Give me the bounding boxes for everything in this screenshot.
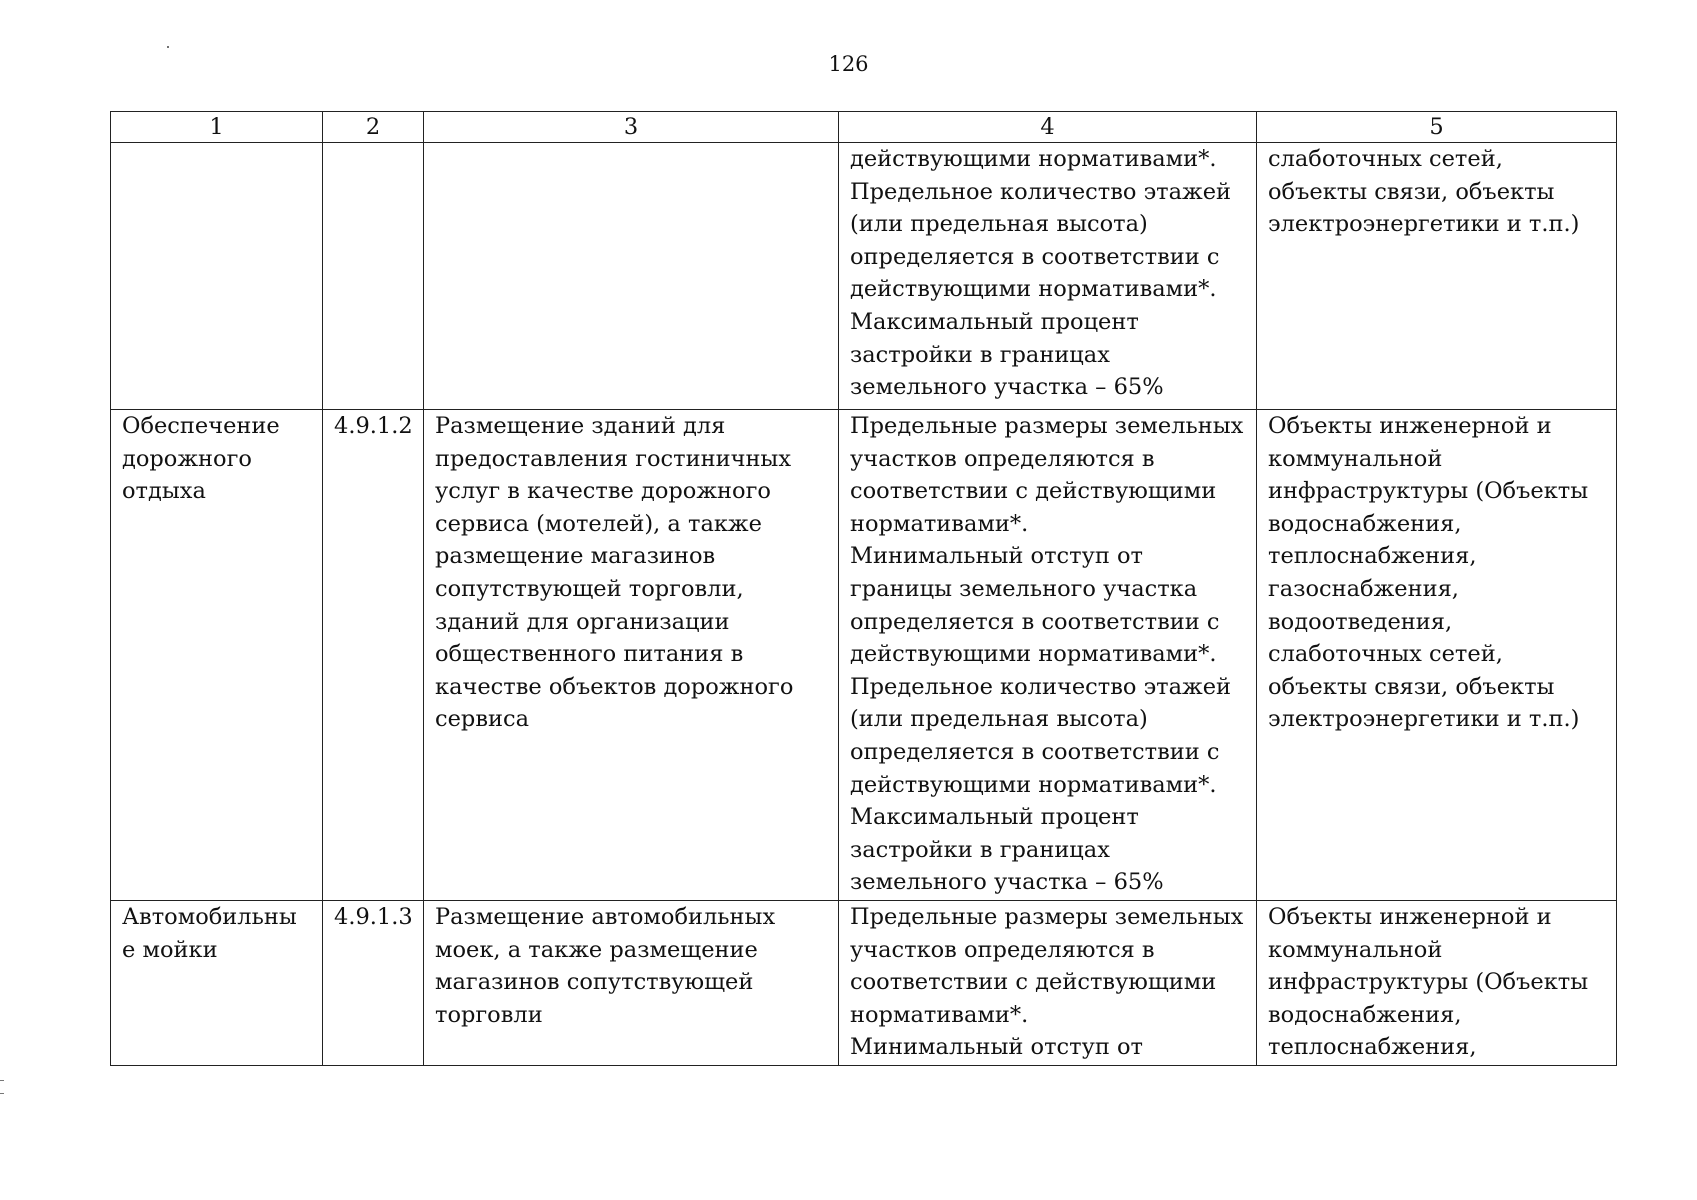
permitted-objects-text: Объекты инженерной и коммунальной инфраструктуры (Объекты водоснабжения, теплоснабжения, (1268, 904, 1589, 1061)
column-header-1: 1 (111, 112, 323, 143)
table-row (111, 410, 1617, 901)
permitted-objects-text: слаботочных сетей, объекты связи, объекты электроэнергетики и т.п.) (1268, 146, 1580, 238)
use-code-text: 4.9.1.2 (334, 413, 413, 439)
cell-use-name (111, 143, 323, 410)
use-name-text: Обеспечение дорожного отдыха (122, 413, 280, 505)
cell-use-description (424, 901, 839, 1066)
cell-use-name (111, 901, 323, 1066)
cell-use-description (424, 410, 839, 901)
table-row (111, 901, 1617, 1066)
cell-permitted-objects (1257, 901, 1617, 1066)
scan-speck (167, 46, 169, 48)
parameters-text: Предельные размеры земельных участков определяются в соответствии с действующими нормативами*. Минимальный отступ от (850, 904, 1244, 1061)
column-header-2: 2 (323, 112, 424, 143)
column-header-4: 4 (839, 112, 1257, 143)
cell-parameters (839, 410, 1257, 901)
permitted-objects-text: Объекты инженерной и коммунальной инфраструктуры (Объекты водоснабжения, теплоснабжения, газоснабжения, водоотведения, слаботочных сетей, объекты связи, объекты электроэнергетики и т.п.) (1268, 413, 1589, 733)
cell-use-description (424, 143, 839, 410)
use-description-text: Размещение зданий для предоставления гостиничных услуг в качестве дорожного сервиса (мотелей), а также размещение магазинов сопутствующей торговли, зданий для организации общественного питания в качестве объектов дорожного сервиса (435, 413, 794, 733)
cell-use-code (323, 143, 424, 410)
page-number: 126 (828, 52, 869, 76)
use-code-text: 4.9.1.3 (334, 904, 413, 930)
use-description-text: Размещение автомобильных моек, а также размещение магазинов сопутствующей торговли (435, 904, 776, 1028)
cell-use-code (323, 410, 424, 901)
scan-edge-mark (0, 1080, 4, 1094)
cell-permitted-objects (1257, 143, 1617, 410)
parameters-text: Предельные размеры земельных участков определяются в соответствии с действующими нормативами*. Минимальный отступ от границы земельного участка определяется в соответствии с действующими нормативами*. Предельное количество этажей (или предельная высота) определяется в соответствии с действующими нормативами*. Максимальный процент застройки в границах земельного участка – 65% (850, 413, 1244, 896)
cell-parameters (839, 901, 1257, 1066)
cell-use-name (111, 410, 323, 901)
column-header-3: 3 (424, 112, 839, 143)
zoning-table (110, 111, 1617, 1066)
cell-permitted-objects (1257, 410, 1617, 901)
column-header-5: 5 (1257, 112, 1617, 143)
use-name-text: Автомобильны е мойки (122, 904, 297, 963)
cell-parameters (839, 143, 1257, 410)
table-row (111, 143, 1617, 410)
table-header-row (111, 112, 1617, 143)
cell-use-code (323, 901, 424, 1066)
parameters-text: действующими нормативами*. Предельное количество этажей (или предельная высота) определяется в соответствии с действующими нормативами*. Максимальный процент застройки в границах земельного участка – 65% (850, 146, 1232, 401)
